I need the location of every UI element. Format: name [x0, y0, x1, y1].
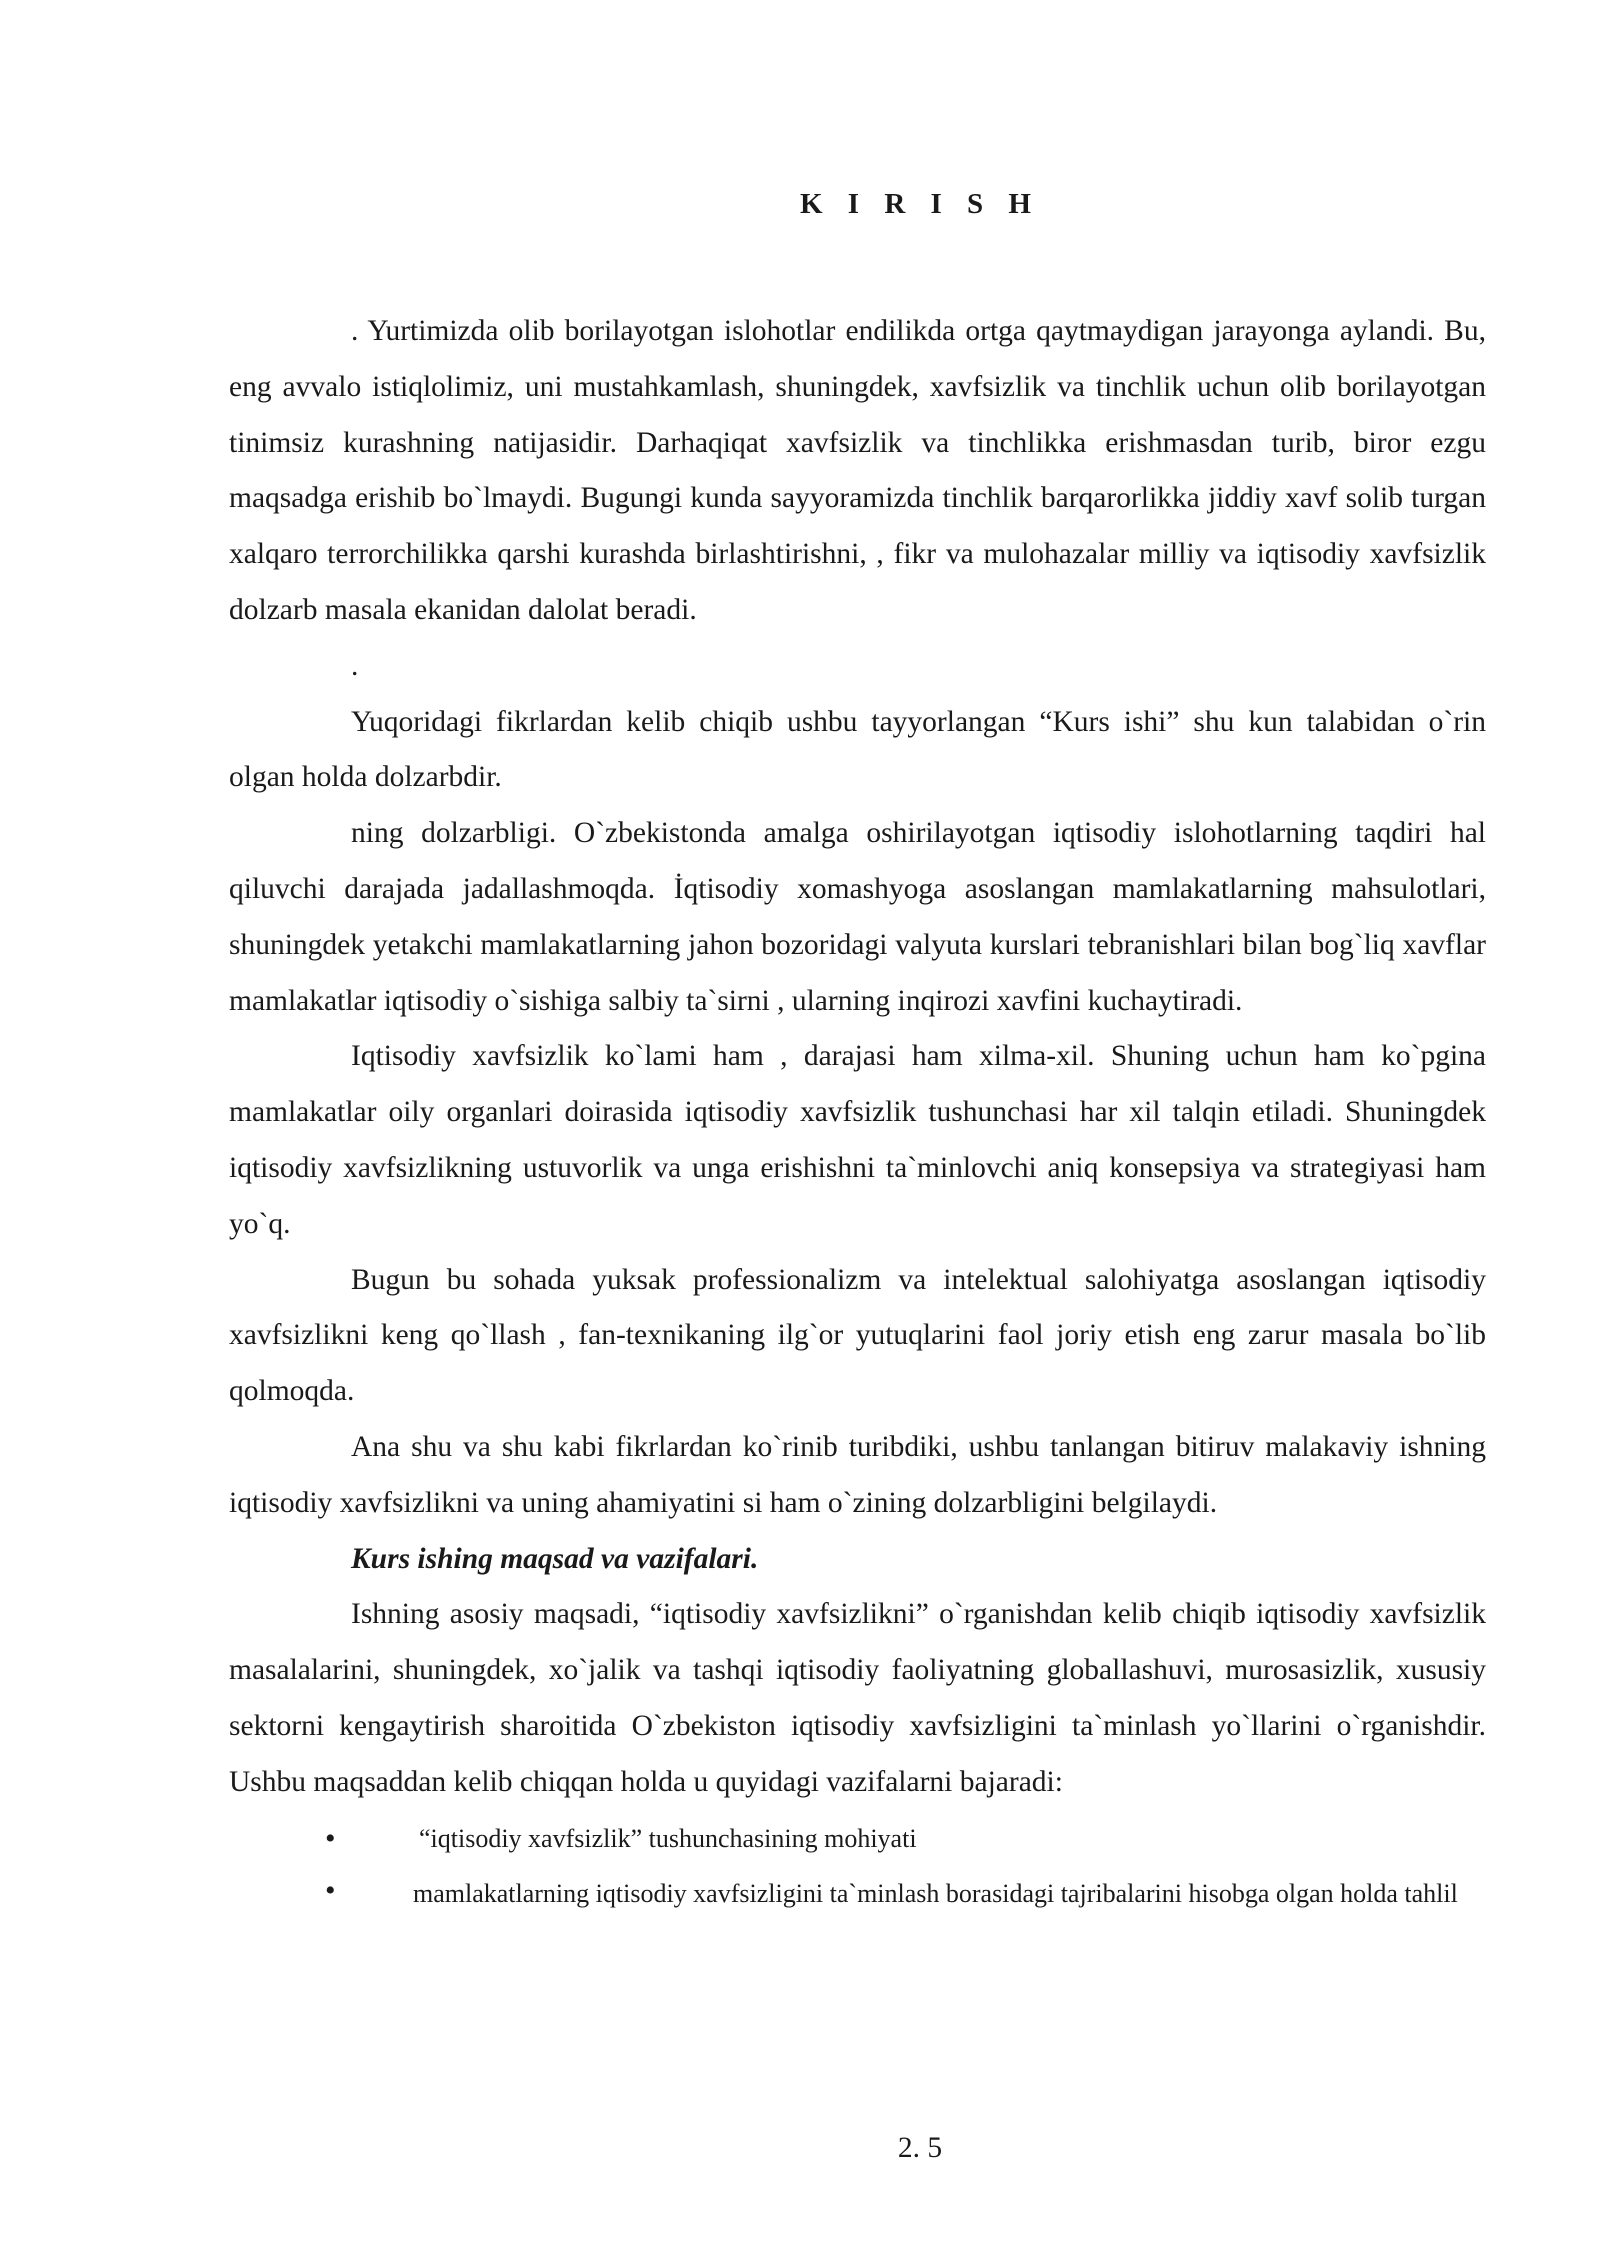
paragraph-intro: . Yurtimizda olib borilayotgan islohotlar endilikda ortga qaytmaydigan jarayonga aylandi. Bu, eng avvalo istiqlolimiz, uni mustahkamlash, shuningdek, xavfsizlik va tinchlik uchun olib borilayotgan tinimsiz kurashning natijasidir. Darhaqiqat xavfsizlik va tinchlikka erishmasdan turib, biror ezgu maqsadga erishib bo`lmaydi. Bugungi kunda sayyoramizda tinchlik barqarorlikka jiddiy xavf solib turgan xalqaro terrorchilikka qarshi kurashda birlashtirishni, , fikr va mulohazalar milliy va iqtisodiy xavfsizlik dolzarb masala ekanidan dalolat beradi. — [229, 315, 1486, 626]
page-number: 2. 5 — [897, 2132, 943, 2164]
list-item — [229, 1866, 1486, 1919]
section-heading-goals: Kurs ishing maqsad va vazifalari. — [351, 1542, 759, 1575]
paragraph-goal: Ishning asosiy maqsadi, “iqtisodiy xavfsizlikni” o`rganishdan kelib chiqib iqtisodiy xavfsizlik masalalarini, shuningdek, xo`jalik va tashqi iqtisodiy faoliyatning globallashuvi, murosasizlik, xususiy sektorni kengaytirish sharoitida O`zbekiston iqtisodiy xavfsizligini ta`minlash yo`llarini o`rganishdir. Ushbu maqsaddan kelib chiqqan holda u quyidagi vazifalarni bajaradi: — [229, 1598, 1486, 1798]
list-item-text: “iqtisodiy xavfsizlik” tushunchasining mohiyati — [419, 1823, 917, 1853]
paragraph-professionalism: Bugun bu sohada yuksak professionalizm va intelektual salohiyatga asoslangan iqtisodiy xavfsizlikni keng qo`llash , fan-texnikaning ilg`or yutuqlarini faol joriy etish eng zarur masala bo`lib qolmoqda. — [229, 1263, 1486, 1408]
list-item-text: mamlakatlarning iqtisodiy xavfsizligini ta`minlash borasidagi tajribalarini hisobga olgan holda tahlil — [413, 1879, 1458, 1909]
page-title: K I R I S H — [799, 188, 1040, 220]
document-body — [229, 304, 1486, 1919]
paragraph-scope: Iqtisodiy xavfsizlik ko`lami ham , darajasi ham xilma-xil. Shuning uchun ham ko`pgina mamlakatlar oily organlari doirasida iqtisodiy xavfsizlik tushunchasi har xil talqin etiladi. Shuningdek iqtisodiy xavfsizlikning ustuvorlik va unga erishishni ta`minlovchi aniq konsepsiya va strategiyasi ham yo`q. — [229, 1040, 1486, 1240]
task-list — [229, 1811, 1486, 1920]
bullet-icon: • — [325, 1874, 336, 1908]
paragraph-conclusion: Ana shu va shu kabi fikrlardan ko`rinib turibdiki, ushbu tanlangan bitiruv malakaviy ishning iqtisodiy xavfsizlikni va uning ahamiyatini si ham o`zining dolzarbligini belgilaydi. — [229, 1430, 1486, 1519]
paragraph-topic-relevance: ning dolzarbligi. O`zbekistonda amalga oshirilayotgan iqtisodiy islohotlarning taqdiri hal qiluvchi darajada jadallashmoqda. İqtisodiy xomashyoga asoslangan mamlakatlarning mahsulotlari, shuningdek yetakchi mamlakatlarning jahon bozoridagi valyuta kurslari tebranishlari bilan bog`liq xavflar mamlakatlar iqtisodiy o`sishiga salbiy ta`sirni , ularning inqirozi xavfini kuchaytiradi. — [229, 817, 1486, 1017]
paragraph-relevance: Yuqoridagi fikrlardan kelib chiqib ushbu tayyorlangan “Kurs ishi” shu kun talabidan o`rin olgan holda dolzarbdir. — [229, 705, 1486, 794]
bullet-icon: • — [325, 1821, 336, 1855]
paragraph-dot: . — [351, 649, 359, 682]
list-item — [229, 1811, 1486, 1867]
